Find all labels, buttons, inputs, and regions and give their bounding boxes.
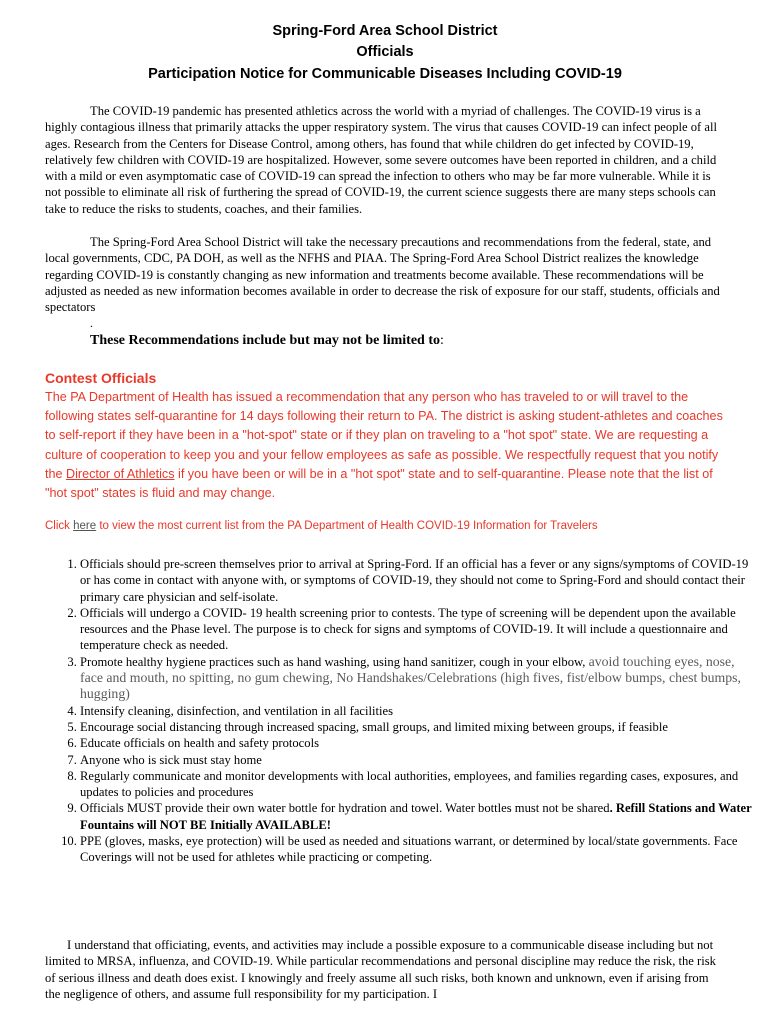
recommendations-heading-text: These Recommendations include but may not be limited to xyxy=(90,333,440,348)
list-item: 2. Officials will undergo a COVID- 19 health screening prior to contests. The type of screening will be dependent upon the available resources and the Phase level. The purpose is to check for signs and symptoms of COVID-19. It will include a questionnaire and temperature check as needed. xyxy=(80,605,760,654)
list-item: 8. Regularly communicate and monitor developments with local authorities, employees, and families regarding cases, exposures, and updates to policies and procedures xyxy=(80,768,760,801)
notice-title: Participation Notice for Communicable Diseases Including COVID-19 xyxy=(148,66,622,82)
list-item: 4. Intensify cleaning, disinfection, and ventilation in all facilities xyxy=(80,703,760,719)
recommendations-colon: : xyxy=(440,333,444,348)
stray-period: . xyxy=(90,316,93,330)
list-item: 7. Anyone who is sick must stay home xyxy=(80,752,760,768)
intro-paragraph-1: The COVID-19 pandemic has presented athletics across the world with a myriad of challenges. The COVID-19 virus is a highly contagious illness that primarily attacks the upper respiratory system. The virus that causes COVID-19 can infect people of all ages. Research from the Centers for Disease Control, among others, has found that while children do get infected by COVID-19, relatively few children with COVID-19 are hospitalized. However, some severe outcomes have been reported in children, and a child with a mild or even asymptomatic case of COVID-19 can spread the infection to others who may be far more vulnerable. While it is not possible to eliminate all risk of furthering the spread of COVID-19, the current science suggests there are many steps schools can take to reduce the risks to students, coaches, and their families. xyxy=(45,104,717,216)
acknowledgement-paragraph: I understand that officiating, events, and activities may include a possible exposure to a communicable disease including but not limited to MRSA, influenza, and COVID-19. While particular recommendations and personal discipline may reduce the risk, the risk of serious illness and death does exist. I knowingly and freely assume all such risks, both known and unknown, even if arising from the negligence of others, and assume full responsibility for my participation. I xyxy=(45,938,716,1001)
contest-text-after-link: if you have been or will be in a "hot spot" state and to self-quarantine. Please note that the list of "hot spot" states is fluid and may change. xyxy=(45,466,713,501)
director-of-athletics-link[interactable]: Director of Athletics xyxy=(66,466,175,481)
district-title: Spring-Ford Area School District xyxy=(272,23,498,39)
item-9-text: Officials MUST provide their own water bottle for hydration and towel. Water bottles must not be shared xyxy=(80,801,610,816)
recommendations-list xyxy=(45,556,760,866)
list-item: 5. Encourage social distancing through increased spacing, small groups, and limited mixing between groups, if feasible xyxy=(80,719,760,735)
contest-text-before-link: The PA Department of Health has issued a recommendation that any person who has traveled to or will travel to the following states self-quarantine for 14 days following their return to PA. The district is asking student-athletes and coaches to self-report if they have been in a "hot-spot" state or if they plan on traveling to a "hot spot" state. We are requesting a culture of cooperation to keep you and your fellow employees as safe as possible. We respectfully request that you notify the xyxy=(45,390,723,481)
item-9-bold-text: . Refill Stations and Water Fountains will NOT BE Initially AVAILABLE! xyxy=(80,801,752,832)
contest-officials-heading: Contest Officials xyxy=(45,370,157,386)
list-item: 6. Educate officials on health and safety protocols xyxy=(80,735,760,751)
travel-info-line xyxy=(45,520,735,532)
item-3-text: Promote healthy hygiene practices such as hand washing, using hand sanitizer, cough in your elbow, xyxy=(80,654,589,669)
list-item: 10. PPE (gloves, masks, eye protection) will be used as needed and situations warrant, or determined by local/state governments. Face Coverings will not be used for athletes while practicing or competing. xyxy=(80,833,760,866)
list-item: 1. Officials should pre-screen themselves prior to arrival at Spring-Ford. If an official has a fever or any signs/symptoms of COVID-19 or has come in contact with anyone with, or symptoms of COVID-19, they should not come to Spring-Ford and should contact their primary care physician and self-isolate. xyxy=(80,556,760,605)
officials-title: Officials xyxy=(356,44,414,60)
click-prefix: Click xyxy=(45,520,74,532)
click-suffix: to view the most current list from the PA Department of Health COVID-19 Information for Travelers xyxy=(96,520,598,532)
item-3-grey-text: avoid touching eyes, nose, face and mouth, no spitting, no gum chewing, No Handshakes/Celebrations (high fives, fist/elbow bumps, chest bumps, hugging) xyxy=(80,653,741,702)
here-link[interactable]: here xyxy=(73,520,97,532)
list-item xyxy=(80,800,760,833)
contest-officials-paragraph xyxy=(45,388,725,503)
list-item xyxy=(80,654,760,703)
recommendations-heading xyxy=(90,333,444,349)
intro-paragraph-2: The Spring-Ford Area School District will take the necessary precautions and recommendations from the federal, state, and local governments, CDC, PA DOH, as well as the NFHS and PIAA. The Spring-Ford Area School District realizes the knowledge regarding COVID-19 is constantly changing as new information and treatments become available. These recommendations will be adjusted as needed as new information becomes available in order to decrease the risk of exposure for our staff, students, officials and spectators xyxy=(45,235,720,315)
